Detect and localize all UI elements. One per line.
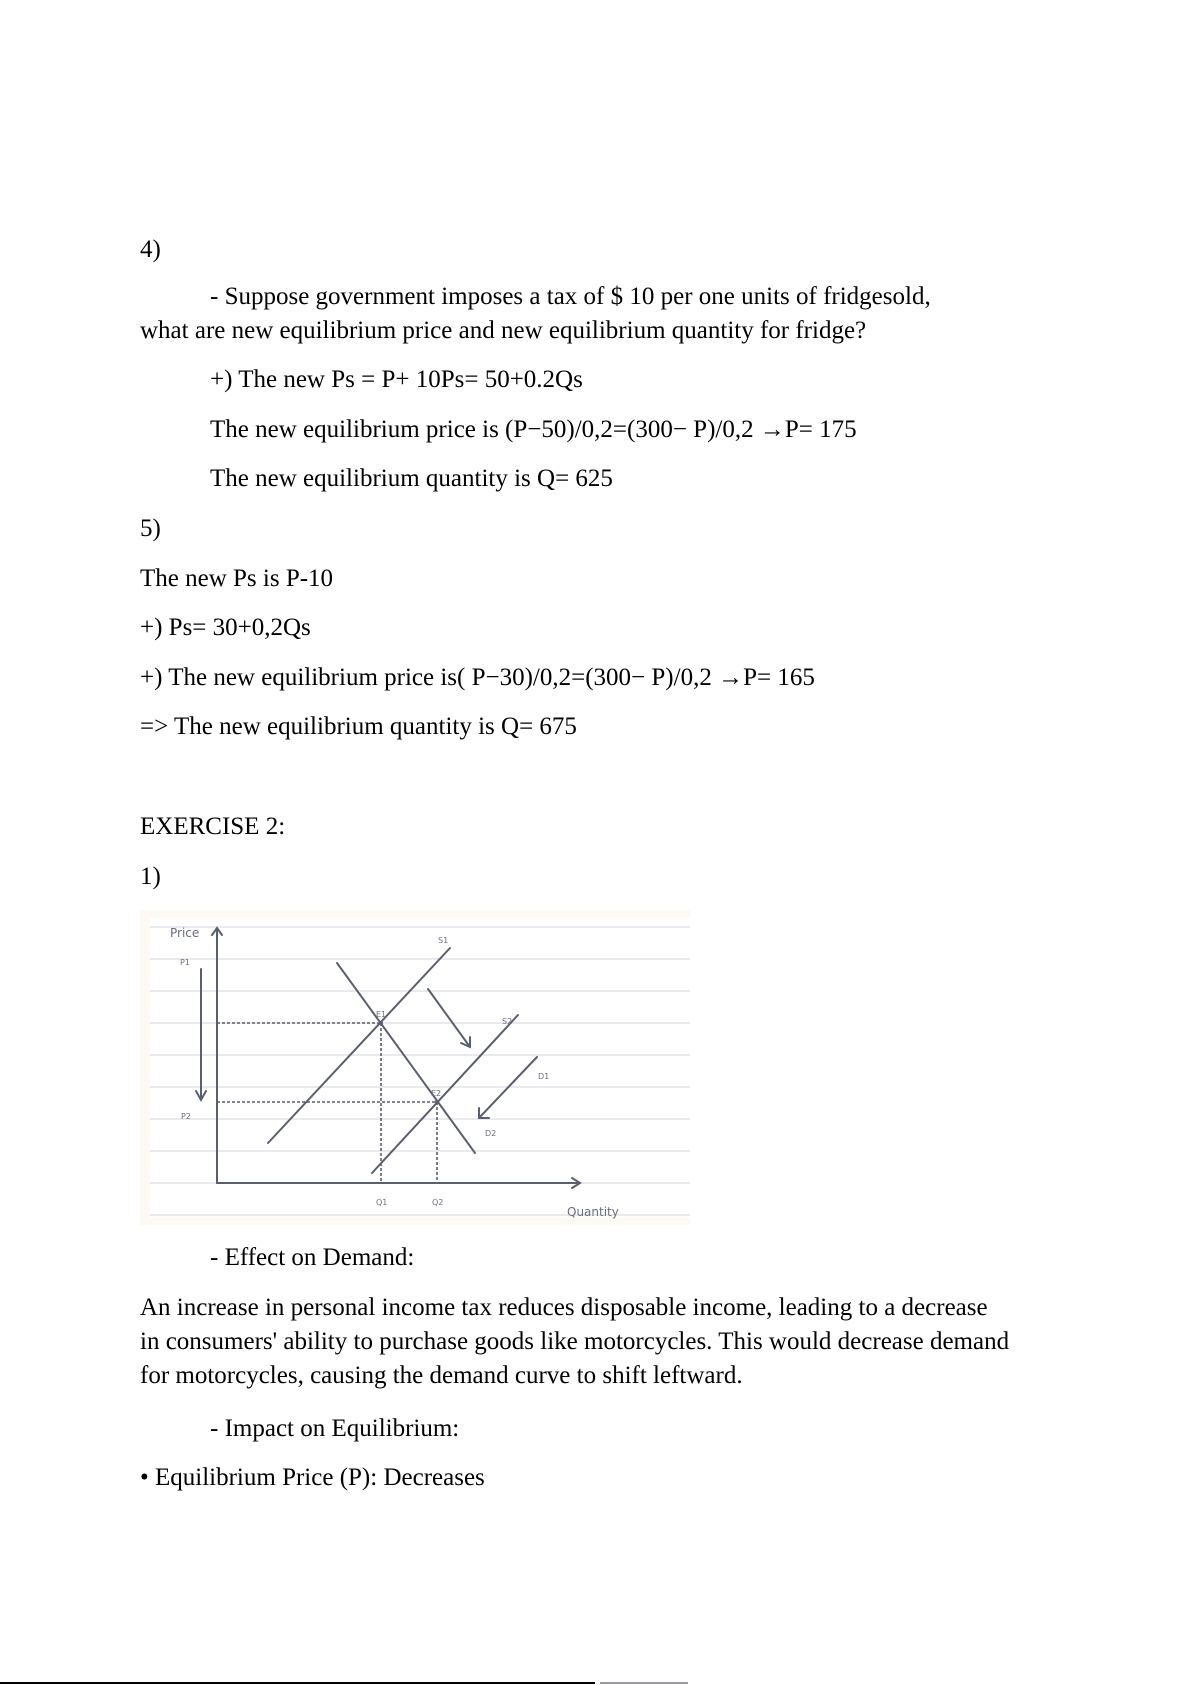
y-axis-label: Price <box>170 926 200 940</box>
supply-demand-diagram <box>140 910 690 1225</box>
e2-label: E2 <box>431 1089 442 1098</box>
step-2: The new equilibrium price is (P−50)/0,2=(300− P)/0,2 →P= 175 <box>210 416 857 443</box>
effect-paragraph: An increase in personal income tax reduces disposable income, leading to a decrease in consumers' ability to purchase goods like motorcycles. This would decrease demand for motorcycles, causing the demand curve to shift leftward. <box>140 1294 1010 1389</box>
diagram-paper <box>150 918 690 1218</box>
section-5-line-3: +) The new equilibrium price is( P−30)/0,2=(300− P)/0,2 →P= 165 <box>140 664 815 691</box>
exercise-2-number: 1) <box>140 863 161 890</box>
step-3: The new equilibrium quantity is Q= 625 <box>210 465 613 492</box>
page-bottom-rule <box>0 1682 595 1684</box>
e1-label: E1 <box>376 1010 387 1019</box>
x-axis-label: Quantity <box>567 1205 619 1219</box>
section-5-line-4: => The new equilibrium quantity is Q= 675 <box>140 713 577 740</box>
effect-heading: - Effect on Demand: <box>210 1244 415 1271</box>
p2-label: P2 <box>181 1112 191 1121</box>
page-bottom-rule-fragment <box>600 1682 688 1684</box>
d1-label: D1 <box>538 1072 550 1081</box>
s2-label: S2 <box>502 1017 513 1026</box>
section-4-number: 4) <box>140 236 161 263</box>
question-line-1: - Suppose government imposes a tax of $ 10 per one units of fridgesold, <box>210 283 931 310</box>
step-1: +) The new Ps = P+ 10Ps= 50+0.2Qs <box>210 366 583 393</box>
impact-heading: - Impact on Equilibrium: <box>210 1415 460 1442</box>
question-line-2: what are new equilibrium price and new equilibrium quantity for fridge? <box>140 317 867 344</box>
section-5-line-2: +) Ps= 30+0,2Qs <box>140 614 311 641</box>
d2-label: D2 <box>485 1129 497 1138</box>
exercise-2-heading: EXERCISE 2: <box>140 813 286 840</box>
q1-label: Q1 <box>376 1198 388 1207</box>
s1-label: S1 <box>438 936 449 945</box>
p1-label: P1 <box>180 958 190 967</box>
equilibrium-point-e1 <box>379 1021 383 1025</box>
bullet-equilibrium-price: • Equilibrium Price (P): Decreases <box>140 1464 485 1491</box>
section-5-number: 5) <box>140 515 161 542</box>
section-5-line-1: The new Ps is P-10 <box>140 565 334 592</box>
q2-label: Q2 <box>432 1198 444 1207</box>
equilibrium-point-e2 <box>435 1100 439 1104</box>
